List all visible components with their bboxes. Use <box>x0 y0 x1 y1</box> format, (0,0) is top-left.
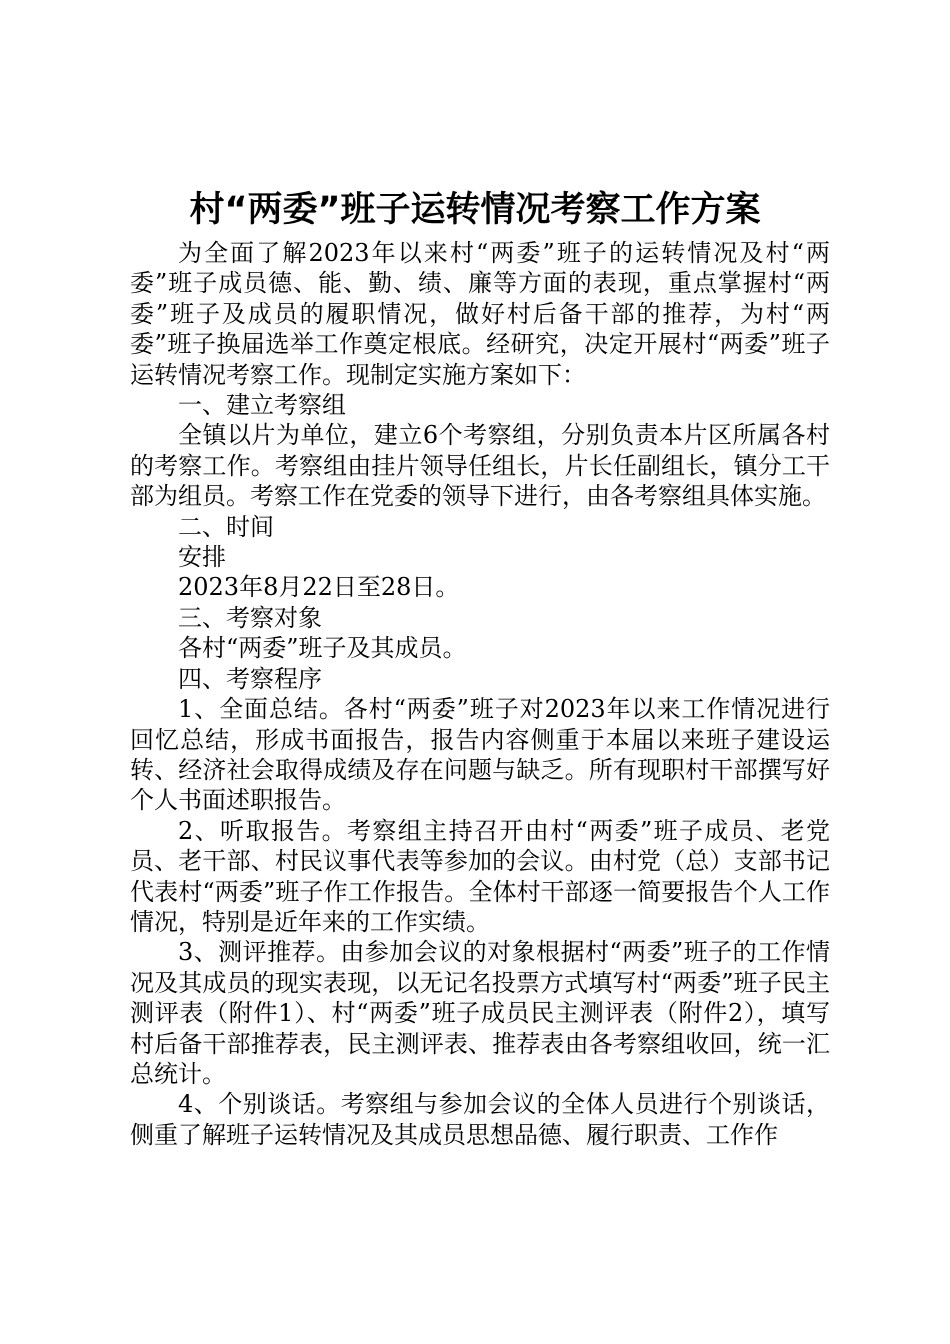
procedure-item: 2、听取报告。考察组主持召开由村“两委”班子成员、老党员、老干部、村民议事代表等参加的会议。由村党（总）支部书记代表村“两委”班子作工作报告。全体村干部逐一简要报告个人工作情况，特别是近年来的工作实绩。 <box>130 816 830 936</box>
section-heading: 四、考察程序 <box>178 664 322 693</box>
body-paragraph: 各村“两委”班子及其成员。 <box>178 634 467 663</box>
section-heading: 二、时间 <box>178 512 274 541</box>
document-body <box>130 238 830 1150</box>
section-heading: 三、考察对象 <box>178 603 322 632</box>
procedure-item: 4、个别谈话。考察组与参加会议的全体人员进行个别谈话，侧重了解班子运转情况及其成员思想品德、履行职责、工作作 <box>130 1090 830 1149</box>
section-heading: 一、建立考察组 <box>178 391 346 420</box>
body-paragraph: 2023年8月22日至28日。 <box>178 573 460 602</box>
body-paragraph: 安排 <box>178 543 226 572</box>
document-title: 村“两委”班子运转情况考察工作方案 <box>189 190 761 230</box>
body-paragraph: 全镇以片为单位，建立6个考察组，分别负责本片区所属各村的考察工作。考察组由挂片领导任组长，片长任副组长，镇分工干部为组员。考察工作在党委的领导下进行，由各考察组具体实施。 <box>130 421 830 511</box>
procedure-item: 3、测评推荐。由参加会议的对象根据村“两委”班子的工作情况及其成员的现实表现，以无记名投票方式填写村“两委”班子民主测评表（附件1）、村“两委”班子成员民主测评表（附件2），填写村后备干部推荐表，民主测评表、推荐表由各考察组收回，统一汇总统计。 <box>130 938 830 1088</box>
procedure-item: 1、全面总结。各村“两委”班子对2023年以来工作情况进行回忆总结，形成书面报告，报告内容侧重于本届以来班子建设运转、经济社会取得成绩及存在问题与缺乏。所有现职村干部撰写好个人书面述职报告。 <box>130 695 830 815</box>
intro-paragraph: 为全面了解2023年以来村“两委”班子的运转情况及村“两委”班子成员德、能、勤、绩、廉等方面的表现，重点掌握村“两委”班子及成员的履职情况，做好村后备干部的推荐，为村“两委”班子换届选举工作奠定根底。经研究，决定开展村“两委”班子运转情况考察工作。现制定实施方案如下： <box>130 239 830 389</box>
